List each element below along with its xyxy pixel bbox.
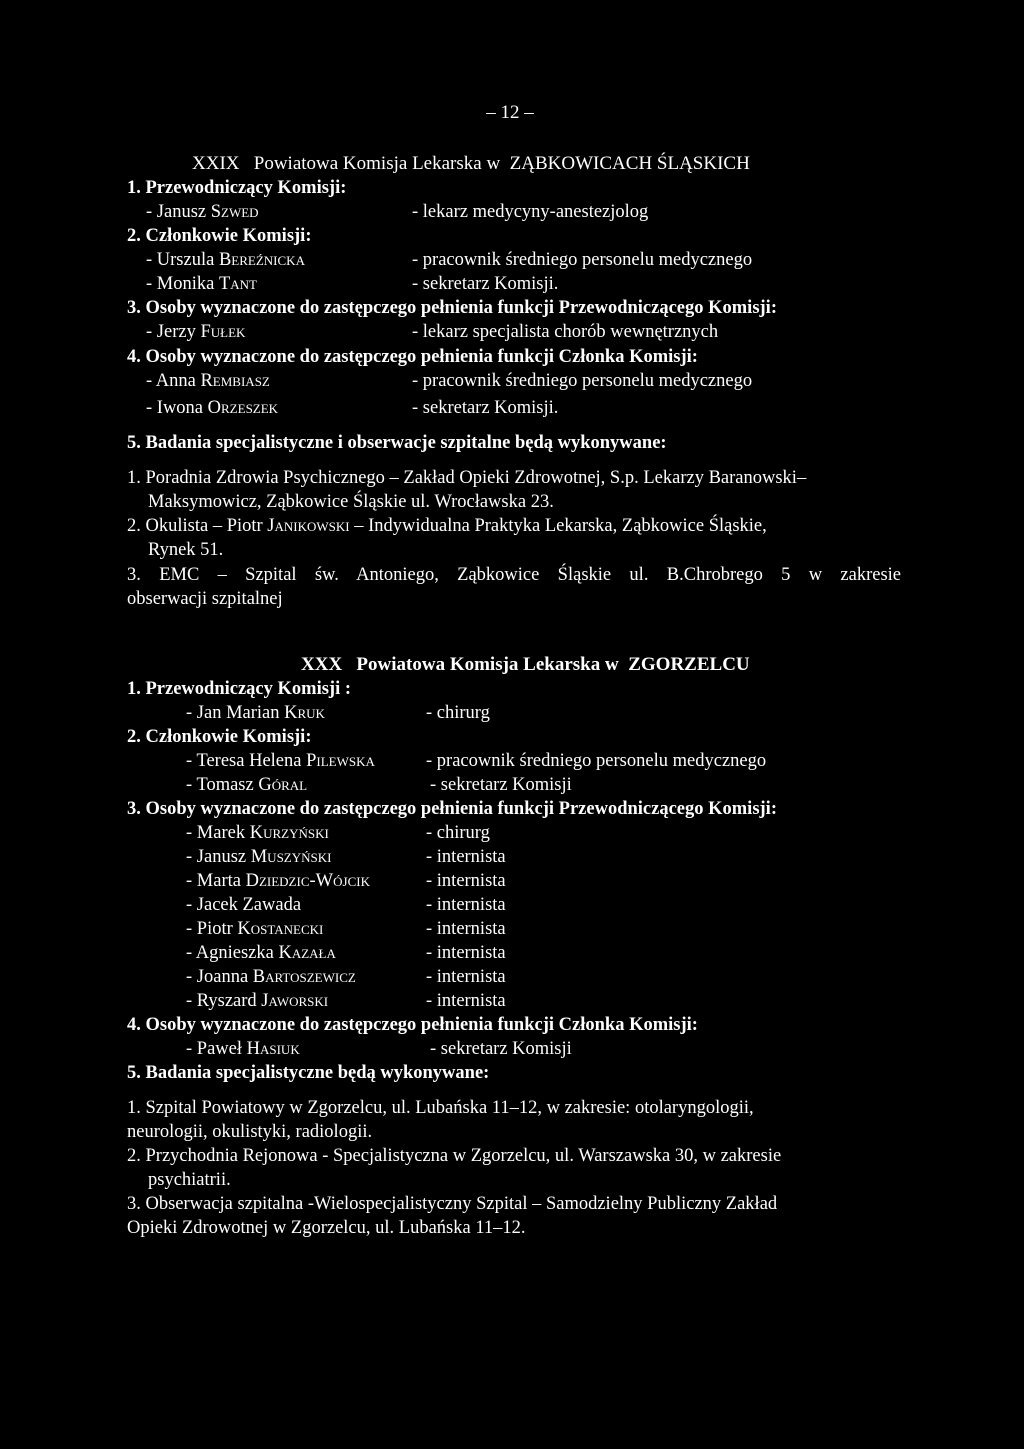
heading-chair: 1. Przewodniczący Komisji:	[127, 178, 347, 198]
role-member: - pracownik średniego personelu medycznego	[426, 751, 767, 771]
role-deputy-chair: - lekarz specjalista chorób wewnętrznych	[412, 322, 719, 342]
section-city: ZĄBKOWICACH ŚLĄSKICH	[509, 153, 750, 174]
role-chair: - chirurg	[426, 703, 490, 723]
section-title-29	[192, 152, 750, 176]
role-deputy-chair: - chirurg	[426, 823, 490, 843]
name-deputy-chair: - Janusz Muszyński	[186, 847, 332, 867]
exam-item-2: 2. Okulista – Piotr Janikowski – Indywidualna Praktyka Lekarska, Ząbkowice Śląskie,	[127, 516, 767, 536]
role-deputy-chair: - internista	[426, 871, 506, 891]
role-deputy-member: - sekretarz Komisji	[430, 1039, 572, 1059]
exam-item-1-cont: Maksymowicz, Ząbkowice Śląskie ul. Wrocławska 23.	[148, 492, 554, 512]
name-member: - Teresa Helena Pilewska	[186, 751, 375, 771]
name-deputy-chair: - Jacek Zawada	[186, 895, 302, 915]
exam-item-3: 3. Obserwacja szpitalna -Wielospecjalistyczny Szpital – Samodzielny Publiczny Zakład	[127, 1194, 778, 1214]
role-deputy-chair: - internista	[426, 967, 506, 987]
exam-item-1: 1. Poradnia Zdrowia Psychicznego – Zakład Opieki Zdrowotnej, S.p. Lekarzy Baranowski–	[127, 468, 807, 488]
name-deputy-member: - Anna Rembiasz	[146, 371, 270, 391]
name-member: - Monika Tant	[146, 274, 257, 294]
name-deputy-member: - Iwona Orzeszek	[146, 398, 279, 418]
heading-specialist-exams: 5. Badania specjalistyczne będą wykonywane:	[127, 1063, 490, 1083]
name-deputy-chair: - Jerzy Fułek	[146, 322, 246, 342]
exam-item-1: 1. Szpital Powiatowy w Zgorzelcu, ul. Lubańska 11–12, w zakresie: otolaryngologii,	[127, 1098, 754, 1118]
name-member: - Tomasz Góral	[186, 775, 308, 795]
exam-item-1-cont: neurologii, okulistyki, radiologii.	[127, 1122, 373, 1142]
heading-deputy-chair: 3. Osoby wyznaczone do zastępczego pełnienia funkcji Przewodniczącego Komisji:	[127, 799, 777, 819]
role-deputy-member: - sekretarz Komisji.	[412, 398, 559, 418]
exam-item-2: 2. Przychodnia Rejonowa - Specjalistyczna w Zgorzelcu, ul. Warszawska 30, w zakresie	[127, 1146, 782, 1166]
section-title-text: Powiatowa Komisja Lekarska w	[356, 654, 619, 675]
role-deputy-chair: - internista	[426, 895, 506, 915]
section-number: XXX	[301, 654, 343, 675]
name-chair: - Janusz Szwed	[146, 202, 259, 222]
name-deputy-chair: - Ryszard Jaworski	[186, 991, 329, 1011]
role-deputy-chair: - internista	[426, 991, 506, 1011]
heading-specialist-exams: 5. Badania specjalistyczne i obserwacje szpitalne będą wykonywane:	[127, 433, 667, 453]
section-number: XXIX	[192, 153, 240, 174]
role-deputy-chair: - internista	[426, 919, 506, 939]
name-deputy-member: - Paweł Hasiuk	[186, 1039, 300, 1059]
name-deputy-chair: - Marta Dziedzic-Wójcik	[186, 871, 370, 891]
exam-item-3-cont: obserwacji szpitalnej	[127, 589, 283, 609]
section-title-30	[301, 653, 750, 677]
name-deputy-chair: - Joanna Bartoszewicz	[186, 967, 356, 987]
exam-item-2-cont: Rynek 51.	[148, 540, 224, 560]
role-deputy-chair: - internista	[426, 847, 506, 867]
role-member: - pracownik średniego personelu medycznego	[412, 250, 753, 270]
section-city: ZGORZELCU	[628, 654, 750, 675]
heading-deputy-chair: 3. Osoby wyznaczone do zastępczego pełnienia funkcji Przewodniczącego Komisji:	[127, 298, 777, 318]
role-member: - sekretarz Komisji.	[412, 274, 559, 294]
exam-item-3: 3. EMC – Szpital św. Antoniego, Ząbkowice Śląskie ul. B.Chrobrego 5 w zakresie	[127, 565, 901, 585]
role-deputy-member: - pracownik średniego personelu medycznego	[412, 371, 753, 391]
name-chair: - Jan Marian Kruk	[186, 703, 325, 723]
exam-item-3-cont: Opieki Zdrowotnej w Zgorzelcu, ul. Lubańska 11–12.	[127, 1218, 526, 1238]
role-member: - sekretarz Komisji	[430, 775, 572, 795]
page-number: – 12 –	[486, 102, 534, 123]
exam-item-2-cont: psychiatrii.	[148, 1170, 231, 1190]
name-deputy-chair: - Agnieszka Kazała	[186, 943, 336, 963]
section-title-text: Powiatowa Komisja Lekarska w	[253, 153, 501, 174]
heading-chair: 1. Przewodniczący Komisji :	[127, 679, 351, 699]
heading-members: 2. Członkowie Komisji:	[127, 727, 312, 747]
heading-deputy-members: 4. Osoby wyznaczone do zastępczego pełnienia funkcji Członka Komisji:	[127, 347, 698, 367]
role-deputy-chair: - internista	[426, 943, 506, 963]
role-chair: - lekarz medycyny-anestezjolog	[412, 202, 649, 222]
name-deputy-chair: - Marek Kurzyński	[186, 823, 329, 843]
heading-deputy-members: 4. Osoby wyznaczone do zastępczego pełnienia funkcji Członka Komisji:	[127, 1015, 698, 1035]
heading-members: 2. Członkowie Komisji:	[127, 226, 312, 246]
name-member: - Urszula Bereźnicka	[146, 250, 305, 270]
name-deputy-chair: - Piotr Kostanecki	[186, 919, 324, 939]
